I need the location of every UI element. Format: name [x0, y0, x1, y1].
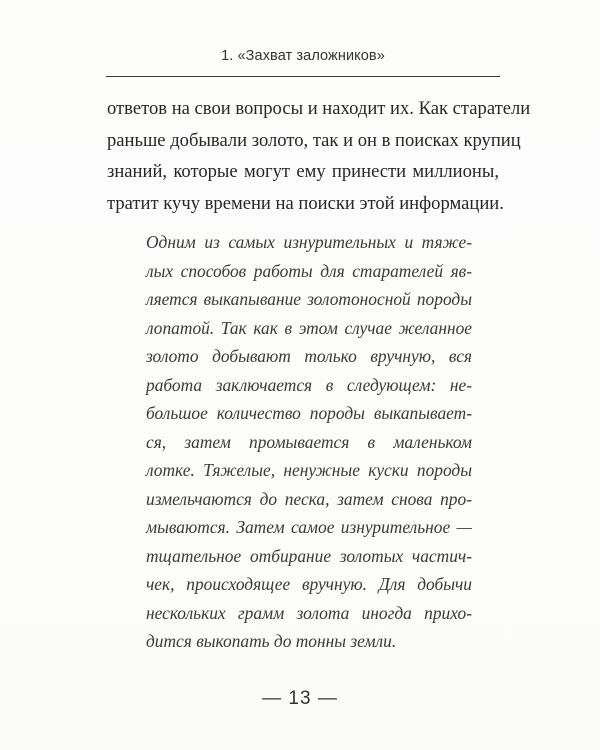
- quote-line: нескольких грамм золота иногда прихо-: [146, 602, 472, 623]
- quote-line: измельчаются до песка, затем снова про-: [146, 488, 472, 509]
- quote-line: дится выкопать до тонны земли.: [146, 631, 397, 651]
- quote-line: большое количество породы выкапывает-: [146, 403, 472, 423]
- running-header: 1. «Захват заложников»: [221, 48, 385, 64]
- body-line: тратит кучу времени на поиски этой информации.: [107, 192, 504, 214]
- quote-line: золото добывают только вручную, вся: [146, 346, 472, 366]
- quote-line: лотке. Тяжелые, ненужные куски породы: [146, 460, 472, 480]
- quote-line: мываются. Затем самое изнурительное —: [146, 517, 472, 537]
- quote-line: лых способов работы для старателей яв-: [146, 260, 472, 281]
- quote-line: тщательное отбирание золотых частич-: [146, 545, 472, 566]
- quote-line: ся, затем промывается в маленьком: [146, 431, 472, 452]
- body-line: знаний, которые могут ему принести миллионы,: [107, 161, 499, 182]
- quote-line: ляется выкапывание золотоносной породы: [146, 289, 472, 309]
- body-line: раньше добывали золото, так и он в поисках крупиц: [107, 129, 521, 151]
- header-rule: [106, 76, 500, 77]
- body-paragraph: [107, 93, 531, 219]
- quote-line: чек, происходящее вручную. Для добычи: [146, 574, 472, 594]
- quote-line: Одним из самых изнурительных и тяже-: [146, 232, 472, 252]
- body-line: ответов на свои вопросы и находит их. Как старатели: [107, 98, 531, 119]
- quote-block: [146, 228, 472, 656]
- quote-line: лопатой. Так как в этом случае желанное: [146, 317, 472, 338]
- quote-line: работа заключается в следующем: не-: [146, 374, 472, 395]
- page-number: — 13 —: [262, 688, 338, 709]
